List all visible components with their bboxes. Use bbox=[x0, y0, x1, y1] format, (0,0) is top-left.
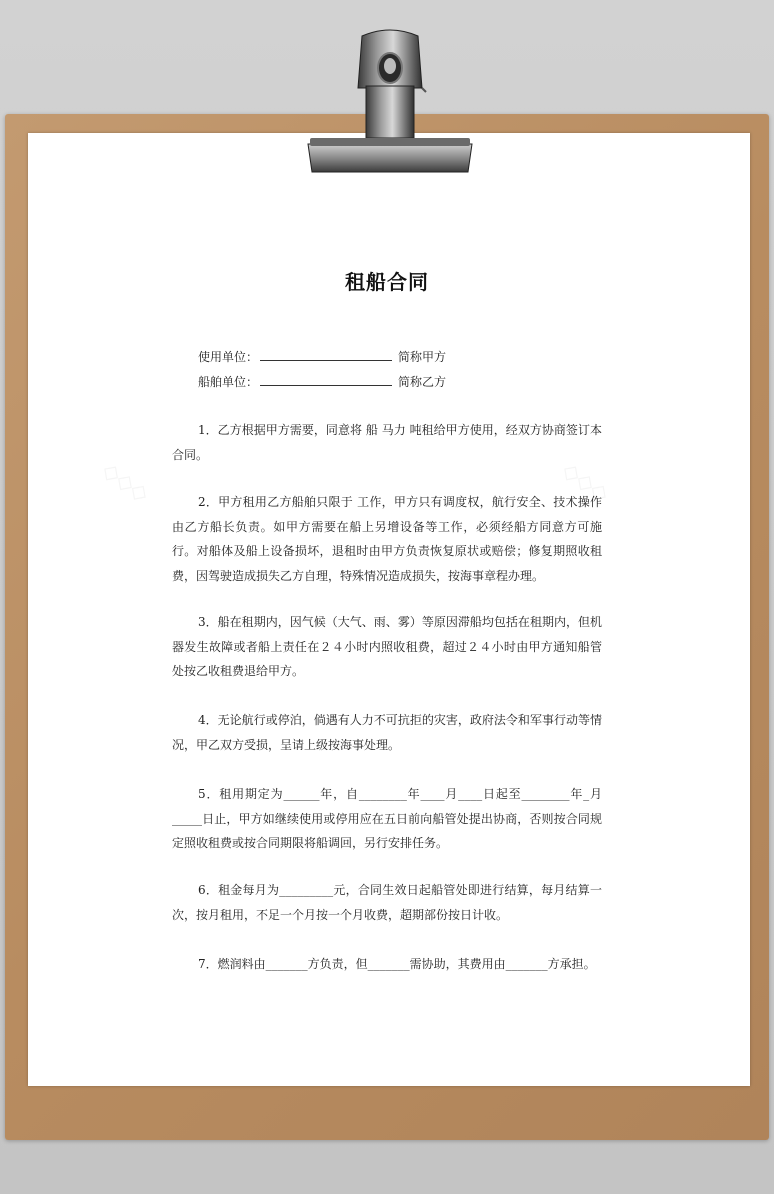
ship-unit-field bbox=[198, 373, 446, 391]
field-suffix: 简称乙方 bbox=[398, 375, 447, 389]
field-label: 船舶单位： bbox=[198, 375, 259, 389]
ship-unit-blank[interactable] bbox=[260, 373, 392, 386]
user-unit-blank[interactable] bbox=[260, 348, 392, 361]
clause-2: 2．甲方租用乙方船舶只限于 工作，甲方只有调度权，航行安全、技术操作由乙方船长负责。如甲方需要在船上另增设备等工作，必须经船方同意方可施行。对船体及船上设备损坏，退租时由甲方负责恢复原状或赔偿；修复期照收租费，因驾驶造成损失乙方自理，特殊情况造成损失，按海事章程办理。 bbox=[172, 495, 602, 583]
user-unit-field bbox=[198, 348, 446, 366]
clause-5: 5．租用期定为______年，自________年____月____日起至________年_月_____日止，甲方如继续使用或停用应在五日前向船管处提出协商，否则按合同规定照收租费或按合同期限将船调回，另行安排任务。 bbox=[172, 787, 602, 850]
clause-6: 6．租金每月为_________元，合同生效日起船管处即进行结算，每月结算一次，按月租用，不足一个月按一个月收费，超期部份按日计收。 bbox=[172, 883, 602, 922]
clause-7: 7．燃润料由_______方负责，但_______需协助，其费用由_______方承担。 bbox=[198, 957, 596, 971]
clause-3: 3．船在租期内，因气候（大气、雨、雾）等原因滞船均包括在租期内，但机器发生故障或者船上责任在２４小时内照收租费，超过２４小时由甲方通知船管处按乙收租费退给甲方。 bbox=[172, 615, 602, 678]
clause-4: 4．无论航行或停泊，倘遇有人力不可抗拒的灾害，政府法令和军事行动等情况，甲乙双方受损，呈请上级按海事处理。 bbox=[172, 713, 602, 752]
field-label: 使用单位： bbox=[198, 350, 259, 364]
binder-clip-icon bbox=[300, 26, 480, 176]
document-title: 租船合同 bbox=[345, 270, 429, 294]
clause-1: 1．乙方根据甲方需要，同意将 船 马力 吨租给甲方使用，经双方协商签订本合同。 bbox=[172, 423, 602, 462]
field-suffix: 简称甲方 bbox=[398, 350, 447, 364]
